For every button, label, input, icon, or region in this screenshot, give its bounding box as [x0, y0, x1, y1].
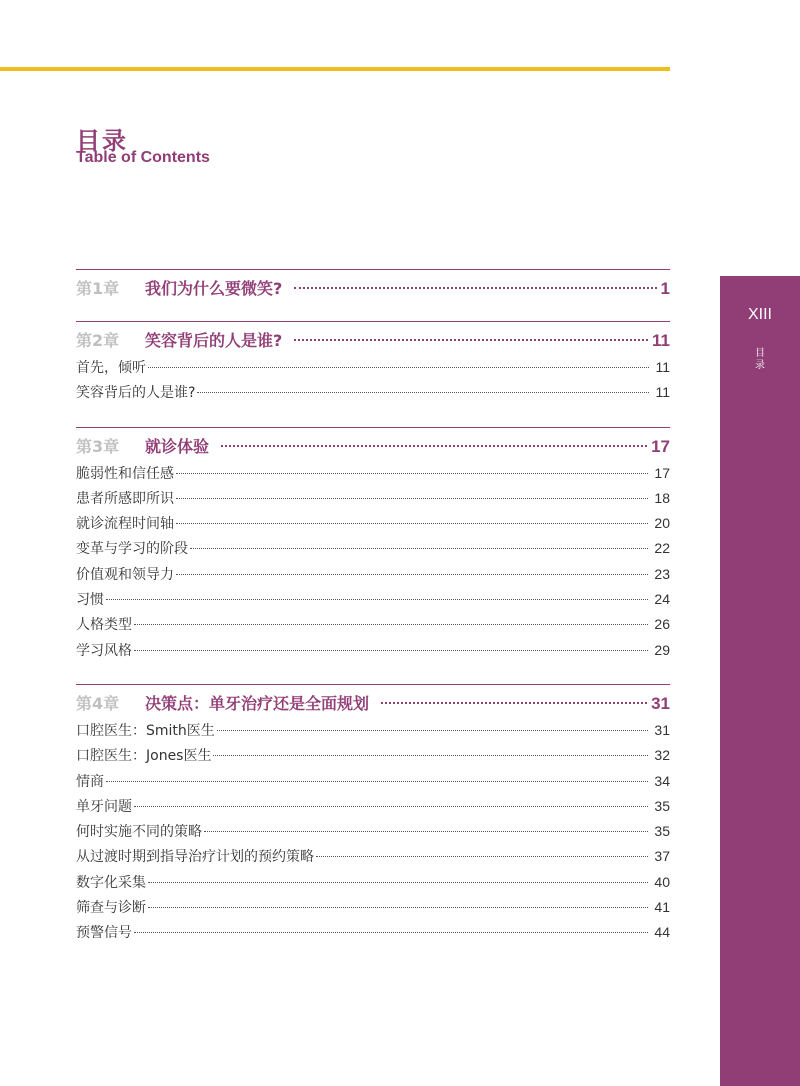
dot-leader: [134, 932, 648, 933]
section-page-number: 23: [654, 565, 670, 582]
section-title: 何时实施不同的策略: [76, 824, 202, 841]
section-page-number: 18: [654, 489, 670, 506]
dot-leader: [176, 473, 648, 474]
dot-leader: [148, 907, 648, 908]
section-entry[interactable]: [76, 564, 670, 589]
page-subtitle: Table of Contents: [76, 149, 210, 166]
section-entry[interactable]: [76, 538, 670, 563]
dot-leader: [134, 624, 648, 625]
chapter-page-number: 17: [651, 436, 670, 456]
dot-leader: [381, 702, 647, 704]
section-page-number: 40: [654, 873, 670, 890]
section-title: 口腔医生：Smith医生: [76, 722, 215, 739]
chapter-entry[interactable]: [76, 691, 670, 717]
chapter-block: [76, 269, 670, 302]
side-page-number: XIII: [747, 306, 772, 323]
section-page-number: 35: [654, 823, 670, 840]
dot-leader: [148, 882, 648, 883]
section-entry[interactable]: [76, 382, 670, 407]
dot-leader: [148, 367, 649, 368]
section-page-number: 32: [654, 747, 670, 764]
top-accent-rule: [0, 67, 670, 71]
section-title: 数字化采集: [76, 874, 146, 891]
section-title: 患者所感即所识: [76, 490, 174, 507]
section-page-number: 35: [654, 797, 670, 814]
section-title: 情商: [76, 773, 104, 790]
section-entry[interactable]: [76, 872, 670, 897]
chapter-entry[interactable]: [76, 276, 670, 302]
side-label-char: 目: [755, 348, 765, 359]
section-title: 变革与学习的阶段: [76, 541, 188, 558]
section-page-number: 22: [654, 540, 670, 557]
chapter-page-number: 31: [651, 693, 670, 713]
dot-leader: [294, 287, 656, 289]
chapter-entry[interactable]: [76, 328, 670, 354]
chapter-number: 第1章: [76, 279, 120, 298]
section-title: 预警信号: [76, 925, 132, 942]
section-entry[interactable]: [76, 745, 670, 770]
chapter-number: 第3章: [76, 436, 120, 456]
dot-leader: [134, 650, 648, 651]
section-title: 就诊流程时间轴: [76, 516, 174, 533]
table-of-contents: [76, 269, 670, 967]
chapter-block: [76, 427, 670, 665]
chapter-block: [76, 321, 670, 408]
section-title: 笑容背后的人是谁?: [76, 385, 196, 402]
section-entry[interactable]: [76, 357, 670, 382]
chapter-entry[interactable]: [76, 434, 670, 460]
section-entry[interactable]: [76, 640, 670, 665]
dot-leader: [294, 339, 648, 341]
section-page-number: 20: [654, 515, 670, 532]
section-entry[interactable]: [76, 771, 670, 796]
chapter-number: 第4章: [76, 693, 120, 713]
page-title: 目录: [76, 127, 128, 155]
section-entry[interactable]: [76, 488, 670, 513]
dot-leader: [190, 548, 648, 549]
dot-leader: [204, 831, 648, 832]
section-page-number: 37: [654, 848, 670, 865]
dot-leader: [106, 781, 648, 782]
dot-leader: [176, 523, 648, 524]
chapter-title: 笑容背后的人是谁?: [145, 331, 283, 350]
chapter-title: 就诊体验: [145, 436, 210, 456]
section-page-number: 44: [654, 924, 670, 941]
side-tab: [720, 276, 800, 1086]
section-entry[interactable]: [76, 720, 670, 745]
section-entry[interactable]: [76, 897, 670, 922]
section-page-number: 26: [654, 616, 670, 633]
section-page-number: 11: [655, 384, 670, 401]
section-entry[interactable]: [76, 922, 670, 947]
section-entry[interactable]: [76, 513, 670, 538]
section-title: 价值观和领导力: [76, 566, 174, 583]
section-title: 筛查与诊断: [76, 900, 146, 917]
section-title: 学习风格: [76, 642, 132, 659]
chapter-page-number: 11: [652, 331, 670, 350]
dot-leader: [134, 806, 648, 807]
chapter-title: 决策点：单牙治疗还是全面规划: [145, 693, 370, 713]
section-title: 首先，倾听: [76, 360, 146, 376]
section-page-number: 11: [655, 359, 670, 375]
section-page-number: 41: [654, 899, 670, 916]
dot-leader: [217, 730, 649, 731]
chapter-number: 第2章: [76, 331, 120, 350]
side-section-label: [720, 348, 800, 372]
chapter-block: [76, 684, 670, 948]
dot-leader: [197, 392, 649, 393]
dot-leader: [221, 445, 647, 447]
section-page-number: 29: [654, 641, 670, 658]
dot-leader: [176, 574, 648, 575]
section-title: 从过渡时期到指导治疗计划的预约策略: [76, 849, 314, 866]
section-title: 口腔医生：Jones医生: [76, 748, 212, 765]
section-entry[interactable]: [76, 589, 670, 614]
dot-leader: [213, 755, 648, 756]
section-entry[interactable]: [76, 614, 670, 639]
section-title: 单牙问题: [76, 798, 132, 815]
section-entry[interactable]: [76, 846, 670, 871]
chapter-title: 我们为什么要微笑?: [145, 279, 283, 298]
side-label-char: 录: [755, 360, 765, 371]
section-title: 人格类型: [76, 617, 132, 634]
section-page-number: 31: [654, 721, 670, 738]
section-page-number: 24: [654, 591, 670, 608]
dot-leader: [176, 498, 648, 499]
section-title: 习惯: [76, 592, 104, 609]
section-page-number: 17: [654, 464, 670, 481]
section-title: 脆弱性和信任感: [76, 465, 174, 482]
section-page-number: 34: [654, 772, 670, 789]
section-entry[interactable]: [76, 821, 670, 846]
section-entry[interactable]: [76, 796, 670, 821]
chapter-page-number: 1: [660, 279, 670, 298]
section-entry[interactable]: [76, 463, 670, 488]
dot-leader: [106, 599, 648, 600]
dot-leader: [316, 856, 648, 857]
